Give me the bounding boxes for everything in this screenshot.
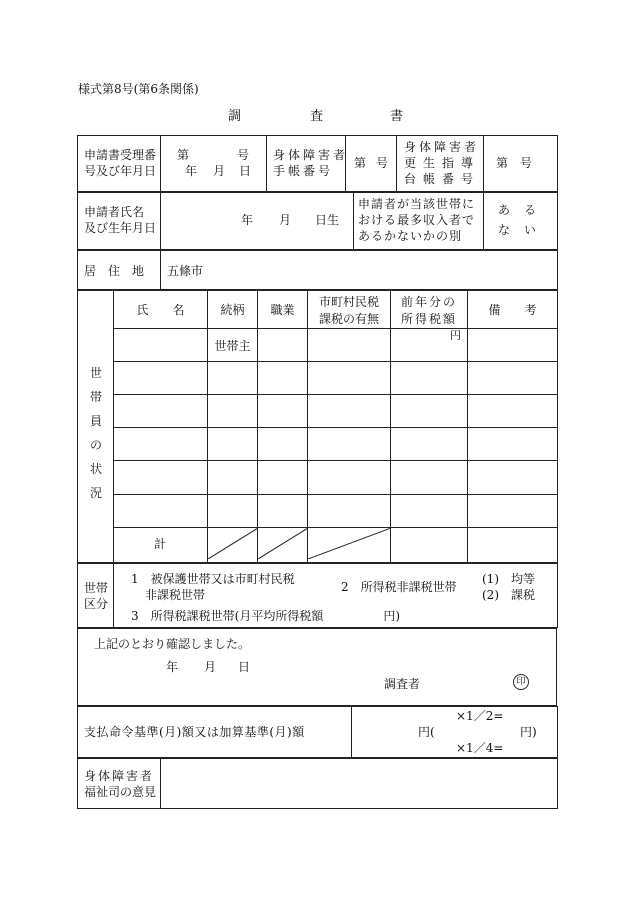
member-note-cell[interactable] — [468, 329, 558, 362]
side-char-4: の — [90, 438, 103, 452]
receipt-month: 月 — [213, 164, 226, 178]
member-tax-cell[interactable] — [308, 494, 391, 527]
total-note-cell[interactable] — [468, 527, 558, 562]
member-relation-cell[interactable] — [208, 395, 258, 428]
opinion-label-cell — [78, 759, 161, 809]
table-row — [78, 428, 558, 461]
member-name-cell[interactable] — [114, 494, 208, 527]
category-sub-2[interactable]: (2) 課税 — [482, 588, 535, 602]
total-relation-cell — [208, 527, 258, 562]
guidance-label-line2: 更生指導 — [404, 156, 481, 170]
table-row — [78, 494, 558, 527]
receipt-no-suffix: 号 — [237, 148, 250, 162]
member-job-cell[interactable] — [258, 362, 308, 395]
address-value-cell[interactable] — [161, 251, 558, 290]
side-char-6: 況 — [90, 486, 103, 500]
receipt-label-cell — [78, 136, 161, 192]
form-number: 様式第8号(第6条関係) — [78, 82, 199, 96]
title-char-3: 書 — [390, 109, 404, 124]
guidance-label-line1: 身体障害者 — [404, 140, 480, 154]
member-name-cell[interactable] — [114, 329, 208, 362]
confirm-year: 年 — [166, 660, 179, 674]
category-option-1[interactable]: 1 被保護世帯又は市町村民税 — [131, 572, 295, 586]
category-label-cell — [78, 564, 114, 628]
member-note-cell[interactable] — [468, 494, 558, 527]
member-name-cell[interactable] — [114, 460, 208, 494]
opinion-value-cell[interactable] — [161, 759, 558, 809]
opinion-label-line1: 身体障害者 — [84, 769, 155, 783]
member-note-cell[interactable] — [468, 395, 558, 428]
guidance-no-suffix: 号 — [520, 156, 533, 170]
member-income-cell[interactable] — [391, 395, 468, 428]
side-char-1: 世 — [90, 366, 103, 380]
category-table — [77, 563, 558, 628]
member-relation-cell[interactable] — [208, 428, 258, 461]
receipt-day: 日 — [239, 164, 252, 178]
member-name-cell[interactable] — [114, 395, 208, 428]
applicant-label-line2: 及び生年月日 — [84, 221, 157, 235]
header-job — [258, 291, 308, 329]
member-tax-cell[interactable] — [308, 395, 391, 428]
total-row — [78, 527, 558, 562]
member-name-cell[interactable] — [114, 428, 208, 461]
payment-yen-open: 円( — [418, 725, 435, 739]
handbook-no-prefix: 第 — [354, 156, 367, 170]
member-job-cell[interactable] — [258, 428, 308, 461]
header-name — [114, 291, 208, 329]
top-earner-answer-cell[interactable] — [484, 193, 558, 250]
member-income-cell[interactable] — [391, 428, 468, 461]
header-tax — [308, 291, 391, 329]
member-name-cell[interactable] — [114, 362, 208, 395]
total-tax-cell — [308, 527, 391, 562]
payment-table — [77, 706, 558, 758]
header-name-text: 氏 名 — [136, 303, 185, 318]
answer-yes[interactable]: ある — [498, 203, 551, 217]
member-tax-cell[interactable] — [308, 460, 391, 494]
payment-value-cell[interactable] — [352, 707, 558, 758]
question-line1: 申請者が当該世帯に — [358, 197, 476, 211]
answer-no[interactable]: ない — [498, 223, 551, 237]
category-label-line2: 区分 — [84, 597, 109, 611]
member-job-cell[interactable] — [258, 494, 308, 527]
member-relation-cell[interactable] — [208, 460, 258, 494]
payment-yen-close: 円) — [520, 725, 537, 739]
payment-label-cell — [78, 707, 352, 758]
total-job-cell — [258, 527, 308, 562]
diagonal-line — [258, 528, 308, 559]
side-char-5: 状 — [90, 462, 103, 476]
category-option-1-cont: 非課税世帯 — [145, 588, 206, 602]
member-tax-cell[interactable] — [308, 329, 391, 362]
diagonal-line — [308, 528, 391, 559]
address-label: 居 住 地 — [84, 264, 145, 278]
handbook-no-suffix: 号 — [376, 156, 389, 170]
receipt-year: 年 — [185, 164, 198, 178]
handbook-label-cell — [267, 136, 349, 192]
side-char-2: 帯 — [90, 390, 103, 404]
member-note-cell[interactable] — [468, 428, 558, 461]
member-note-cell[interactable] — [468, 460, 558, 494]
receipt-label-line1: 申請書受理番 — [84, 148, 157, 162]
member-job-cell[interactable] — [258, 460, 308, 494]
table-row — [78, 460, 558, 494]
total-income-cell[interactable] — [391, 527, 468, 562]
opinion-label-line2: 福祉司の意見 — [84, 785, 157, 799]
header-note-text: 備 考 — [488, 303, 537, 318]
address-table — [77, 250, 558, 290]
guidance-label-cell — [397, 136, 484, 192]
member-tax-cell[interactable] — [308, 428, 391, 461]
member-tax-cell[interactable] — [308, 362, 391, 395]
applicant-label-cell — [78, 193, 161, 250]
top-earner-question-cell — [354, 193, 484, 250]
yen-unit: 円 — [450, 329, 461, 343]
inspector-label: 調査者 — [384, 677, 421, 691]
payment-label: 支払命令基準(月)額又は加算基準(月)額 — [84, 725, 305, 739]
table-row — [78, 362, 558, 395]
birth-day: 日生 — [315, 213, 340, 227]
applicant-table — [77, 192, 558, 250]
head-relation: 世帯主 — [214, 338, 251, 353]
member-relation-cell[interactable] — [208, 329, 258, 362]
category-option-2[interactable]: 2 所得税非課税世帯 — [341, 580, 457, 594]
birth-year: 年 — [241, 213, 254, 227]
title-char-2: 査 — [310, 109, 324, 124]
header-tax-line2: 課税の有無 — [318, 311, 379, 326]
guidance-label-line3: 台帳番号 — [404, 172, 481, 186]
diagonal-line — [208, 528, 258, 559]
question-line2: おける最多収入者で — [358, 213, 476, 227]
total-label-cell — [114, 527, 208, 562]
total-label: 計 — [154, 536, 167, 551]
address-value: 五條市 — [167, 264, 204, 278]
address-label-cell — [78, 251, 161, 290]
header-income — [391, 291, 468, 329]
header-relation-text: 続柄 — [220, 303, 245, 318]
member-job-cell[interactable] — [258, 329, 308, 362]
receipt-no-prefix: 第 — [177, 148, 190, 162]
member-income-cell[interactable] — [391, 460, 468, 494]
question-line3: あるかないかの別 — [358, 229, 463, 243]
applicant-value-cell[interactable] — [161, 193, 354, 250]
handbook-label-line1: 身体障害者 — [273, 148, 349, 162]
confirm-month: 月 — [204, 660, 217, 674]
confirm-cell — [78, 629, 557, 706]
category-sub-1[interactable]: (1) 均等 — [482, 572, 535, 586]
guidance-no-prefix: 第 — [496, 156, 509, 170]
member-job-cell[interactable] — [258, 395, 308, 428]
title-char-1: 調 — [228, 109, 242, 124]
payment-quarter: ×1／4= — [456, 741, 504, 755]
table-row — [78, 329, 558, 362]
household-side-label-cell — [78, 291, 114, 563]
seal-mark: 印 — [513, 674, 529, 690]
handbook-value-cell[interactable] — [346, 136, 397, 192]
header-tax-line1: 市町村民税 — [318, 294, 379, 309]
member-income-cell[interactable] — [391, 494, 468, 527]
guidance-value-cell[interactable] — [484, 136, 558, 192]
birth-month: 月 — [279, 213, 292, 227]
confirm-table — [77, 628, 557, 706]
member-income-cell[interactable] — [391, 362, 468, 395]
receipt-table — [77, 135, 558, 192]
receipt-label-line2: 号及び年月日 — [84, 164, 157, 178]
confirm-text: 上記のとおり確認しました。 — [94, 637, 251, 651]
handbook-label-line2: 手帳番号 — [273, 164, 334, 178]
payment-half: ×1／2= — [456, 709, 504, 723]
member-note-cell[interactable] — [468, 362, 558, 395]
header-note — [468, 291, 558, 329]
receipt-value-cell[interactable] — [161, 136, 267, 192]
header-relation — [208, 291, 258, 329]
household-table — [77, 290, 558, 563]
header-income-line2: 所得税額 — [400, 311, 457, 326]
confirm-day: 日 — [238, 660, 251, 674]
member-income-cell[interactable] — [391, 329, 468, 362]
applicant-label-line1: 申請者氏名 — [84, 205, 145, 219]
member-relation-cell[interactable] — [208, 362, 258, 395]
member-relation-cell[interactable] — [208, 494, 258, 527]
category-option-3[interactable]: 3 所得税課税世帯(月平均所得税額 円) — [131, 609, 400, 623]
table-row — [78, 395, 558, 428]
opinion-table — [77, 758, 558, 809]
category-label-line1: 世帯 — [84, 581, 109, 595]
side-char-3: 員 — [90, 414, 103, 428]
header-income-line1: 前年分の — [400, 294, 457, 309]
category-options-cell — [114, 564, 558, 628]
header-job-text: 職業 — [270, 303, 295, 318]
